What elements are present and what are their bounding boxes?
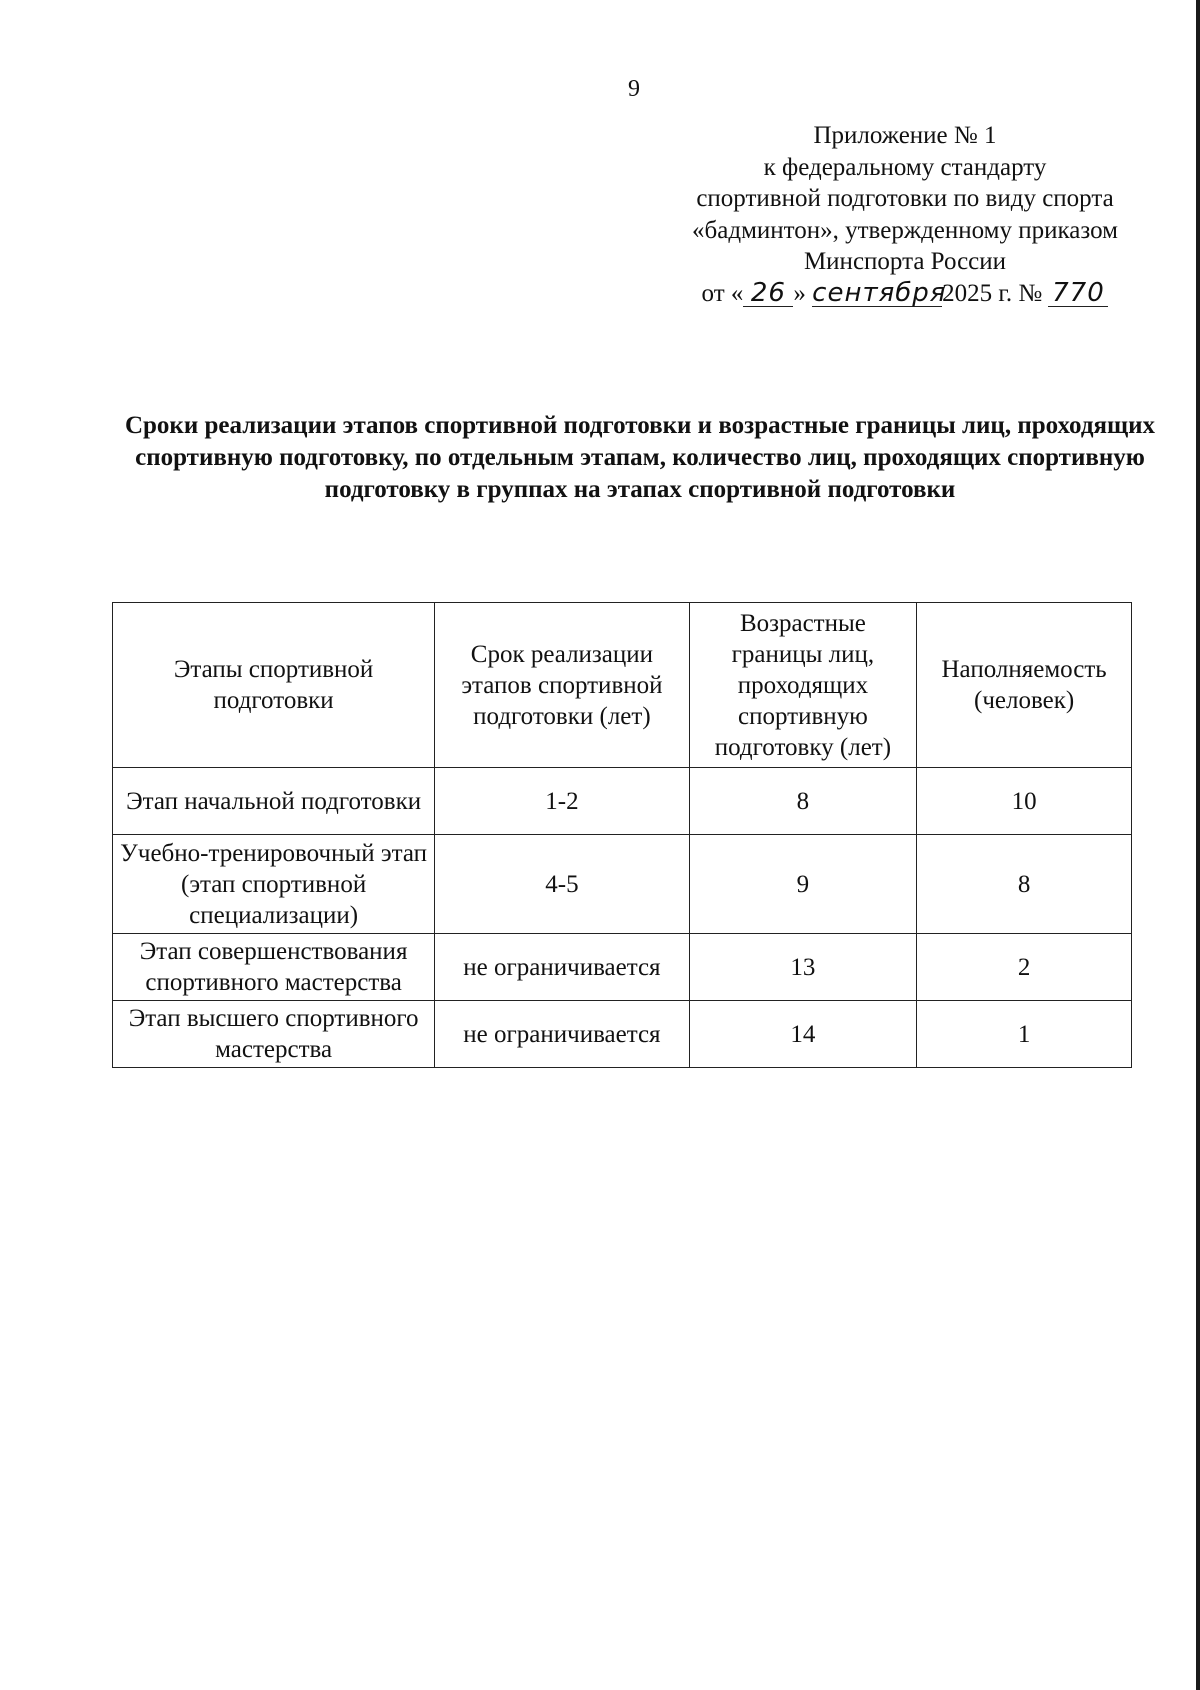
age-cell: 9 [689,835,917,934]
age-cell: 14 [689,1001,917,1068]
annex-header [660,120,1150,309]
stage-name-cell: Этап высшего спортивного мастерства [113,1001,435,1068]
annex-line: Минспорта России [803,248,1007,275]
page-number: 9 [628,76,640,102]
header-age-limits: Возрастные границы лиц, проходящих спортивную подготовку (лет) [689,603,917,768]
document-title: Сроки реализации этапов спортивной подготовки и возрастные границы лиц, проходящих спортивную подготовку, по отдельным этапам, количество лиц, проходящих спортивную подготовку в группах на этапах спортивной подготовки [124,412,1156,503]
annex-line: к федеральному стандарту [763,153,1047,181]
date-mid: » [793,279,806,307]
scan-edge [1196,0,1200,1690]
duration-cell: не ограничивается [435,934,689,1001]
order-date-line [660,278,1150,310]
table-row [113,934,1132,1001]
annex-title: Приложение № 1 [813,122,997,149]
stage-name-cell: Этап начальной подготовки [113,768,435,835]
group-size-cell: 1 [917,1001,1132,1068]
table-row [113,1001,1132,1068]
table-row [113,768,1132,835]
header-group-size: Наполняемость (человек) [917,603,1132,768]
handwritten-month: сентября [812,277,947,308]
stages-table [112,602,1132,1068]
table-header-row [113,603,1132,768]
duration-cell: 1-2 [435,768,689,835]
age-cell: 13 [689,934,917,1001]
year-text: 2025 г. № [942,279,1043,307]
annex-line: «бадминтон», утвержденному приказом [692,216,1118,244]
group-size-cell: 10 [917,768,1132,835]
handwritten-order-number: 770 [1048,280,1108,307]
group-size-cell: 2 [917,934,1132,1001]
annex-line: спортивной подготовки по виду спорта [696,185,1114,212]
age-cell: 8 [689,768,917,835]
stage-name-cell: Этап совершенствования спортивного мастерства [113,934,435,1001]
handwritten-day: 26 [743,280,793,307]
header-duration: Срок реализации этапов спортивной подготовки (лет) [435,603,689,768]
header-stages: Этапы спортивной подготовки [113,603,435,768]
stage-name-cell: Учебно-тренировочный этап (этап спортивной специализации) [113,835,435,934]
duration-cell: не ограничивается [435,1001,689,1068]
group-size-cell: 8 [917,835,1132,934]
date-prefix: от « [701,279,744,307]
table-row [113,835,1132,934]
duration-cell: 4-5 [435,835,689,934]
